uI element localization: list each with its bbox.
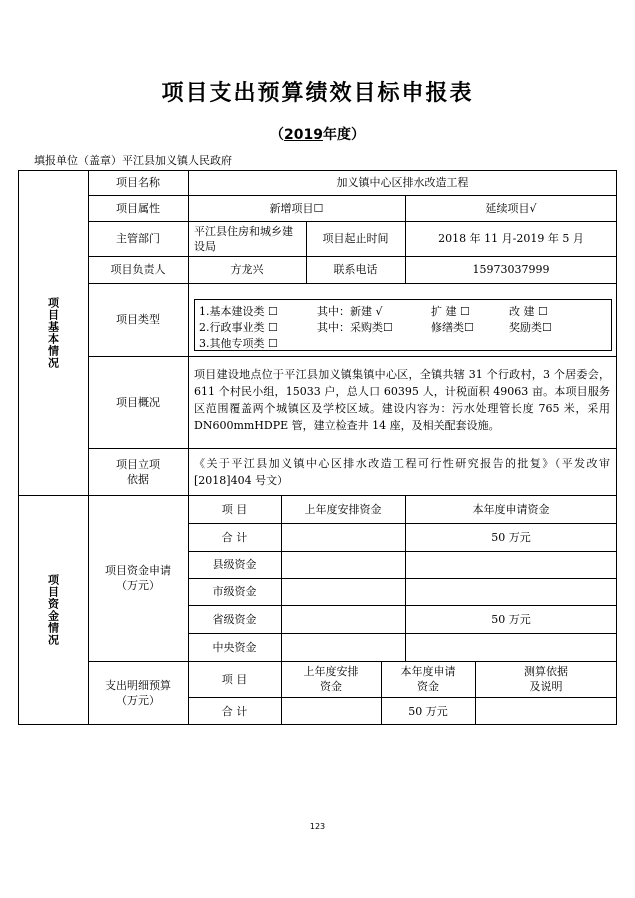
form-year: （2019年度） bbox=[270, 127, 365, 143]
detail-header-prev: 上年度安排资金 bbox=[303, 665, 359, 693]
section-basic-info: 项目基本情况 bbox=[46, 296, 60, 369]
funds-header-curr: 本年度申请资金 bbox=[472, 502, 550, 516]
form-title: 项目支出预算绩效目标申报表 bbox=[161, 81, 474, 106]
funds-row-province-item: 省级资金 bbox=[212, 612, 257, 626]
funds-row-central-curr bbox=[405, 633, 617, 661]
overview-label: 项目概况 bbox=[116, 395, 160, 409]
funds-row-total-curr: 50 万元 bbox=[491, 530, 531, 544]
project-name-label: 项目名称 bbox=[116, 176, 160, 189]
funds-apply-label: 项目资金申请（万元） bbox=[105, 564, 171, 592]
year-value: 2019 bbox=[284, 127, 323, 143]
funds-row-total-prev bbox=[281, 523, 405, 551]
detail-header-curr: 本年度申请资金 bbox=[400, 665, 456, 693]
funds-row-city-item: 市级资金 bbox=[212, 585, 257, 598]
overview-text: 项目建设地点位于平江县加义镇集镇中心区，全镇共辖 31 个行政村，3 个居委会，611 个村民小组，15033 户，总人口 60395 人，计税面积 49063 亩。本项目服务区范围覆盖两个城镇区及学校区域。建设内容为：污水处理管长度 765 米，采用 DN600mmHDPE 管，建立检查井 14 座，及相关配套设施。 bbox=[194, 368, 610, 432]
period-value: 2018 年 11 月-2019 年 5 月 bbox=[438, 232, 584, 245]
funds-header-item: 项 目 bbox=[221, 502, 248, 516]
funds-row-city-prev bbox=[281, 578, 405, 605]
phone-value: 15973037999 bbox=[472, 263, 550, 276]
detail-row-total-item: 合 计 bbox=[221, 704, 248, 718]
dept-label: 主管部门 bbox=[116, 232, 160, 245]
funds-row-county-prev bbox=[281, 551, 405, 578]
project-name-value: 加义镇中心区排水改造工程 bbox=[336, 176, 469, 189]
project-attr-continued: 延续项目√ bbox=[485, 201, 537, 215]
section-funds-info: 项目资金情况 bbox=[46, 574, 60, 646]
funds-row-total-item: 合 计 bbox=[221, 530, 248, 544]
funds-row-province-prev bbox=[281, 605, 405, 633]
owner-label: 项目负责人 bbox=[110, 263, 166, 276]
reporting-unit: 填报单位（盖章）平江县加义镇人民政府 bbox=[34, 154, 232, 167]
funds-row-county-curr bbox=[405, 551, 617, 578]
owner-value: 方龙兴 bbox=[230, 263, 264, 276]
detail-budget-label: 支出明细预算（万元） bbox=[105, 679, 171, 707]
dept-value: 平江县住房和城乡建设局 bbox=[194, 224, 293, 253]
funds-row-central-prev bbox=[281, 633, 405, 661]
detail-row-total-curr: 50 万元 bbox=[408, 704, 448, 718]
project-type-box: 1.基本建设类 ☐ 其中：新建 √ 扩 建 ☐ 改 建 ☐ 2.行政事业类 ☐ 其中：采购类☐ 修缮类☐ 奖励类☐ 3.其他专项类 ☐ bbox=[194, 299, 612, 351]
project-attr-label: 项目属性 bbox=[116, 201, 160, 215]
basis-text: 《关于平江县加义镇中心区排水改造工程可行性研究报告的批复》（平发改审[2018]404 号文） bbox=[194, 457, 610, 487]
phone-label: 联系电话 bbox=[333, 263, 378, 276]
basis-label: 项目立项依据 bbox=[116, 457, 160, 486]
project-type-label: 项目类型 bbox=[116, 313, 160, 326]
detail-row-total-prev bbox=[281, 697, 381, 725]
project-attr-new: 新增项目☐ bbox=[269, 201, 324, 215]
funds-row-central-item: 中央资金 bbox=[212, 640, 257, 654]
funds-row-province-curr: 50 万元 bbox=[491, 612, 531, 626]
detail-row-total-basis bbox=[475, 697, 617, 725]
detail-header-basis: 测算依据及说明 bbox=[524, 665, 568, 693]
funds-row-city-curr bbox=[405, 578, 617, 605]
period-label: 项目起止时间 bbox=[322, 232, 389, 245]
detail-header-item: 项 目 bbox=[221, 672, 248, 686]
funds-header-prev: 上年度安排资金 bbox=[304, 502, 382, 516]
funds-row-county-item: 县级资金 bbox=[212, 558, 257, 571]
page-number: 123 bbox=[309, 822, 326, 831]
